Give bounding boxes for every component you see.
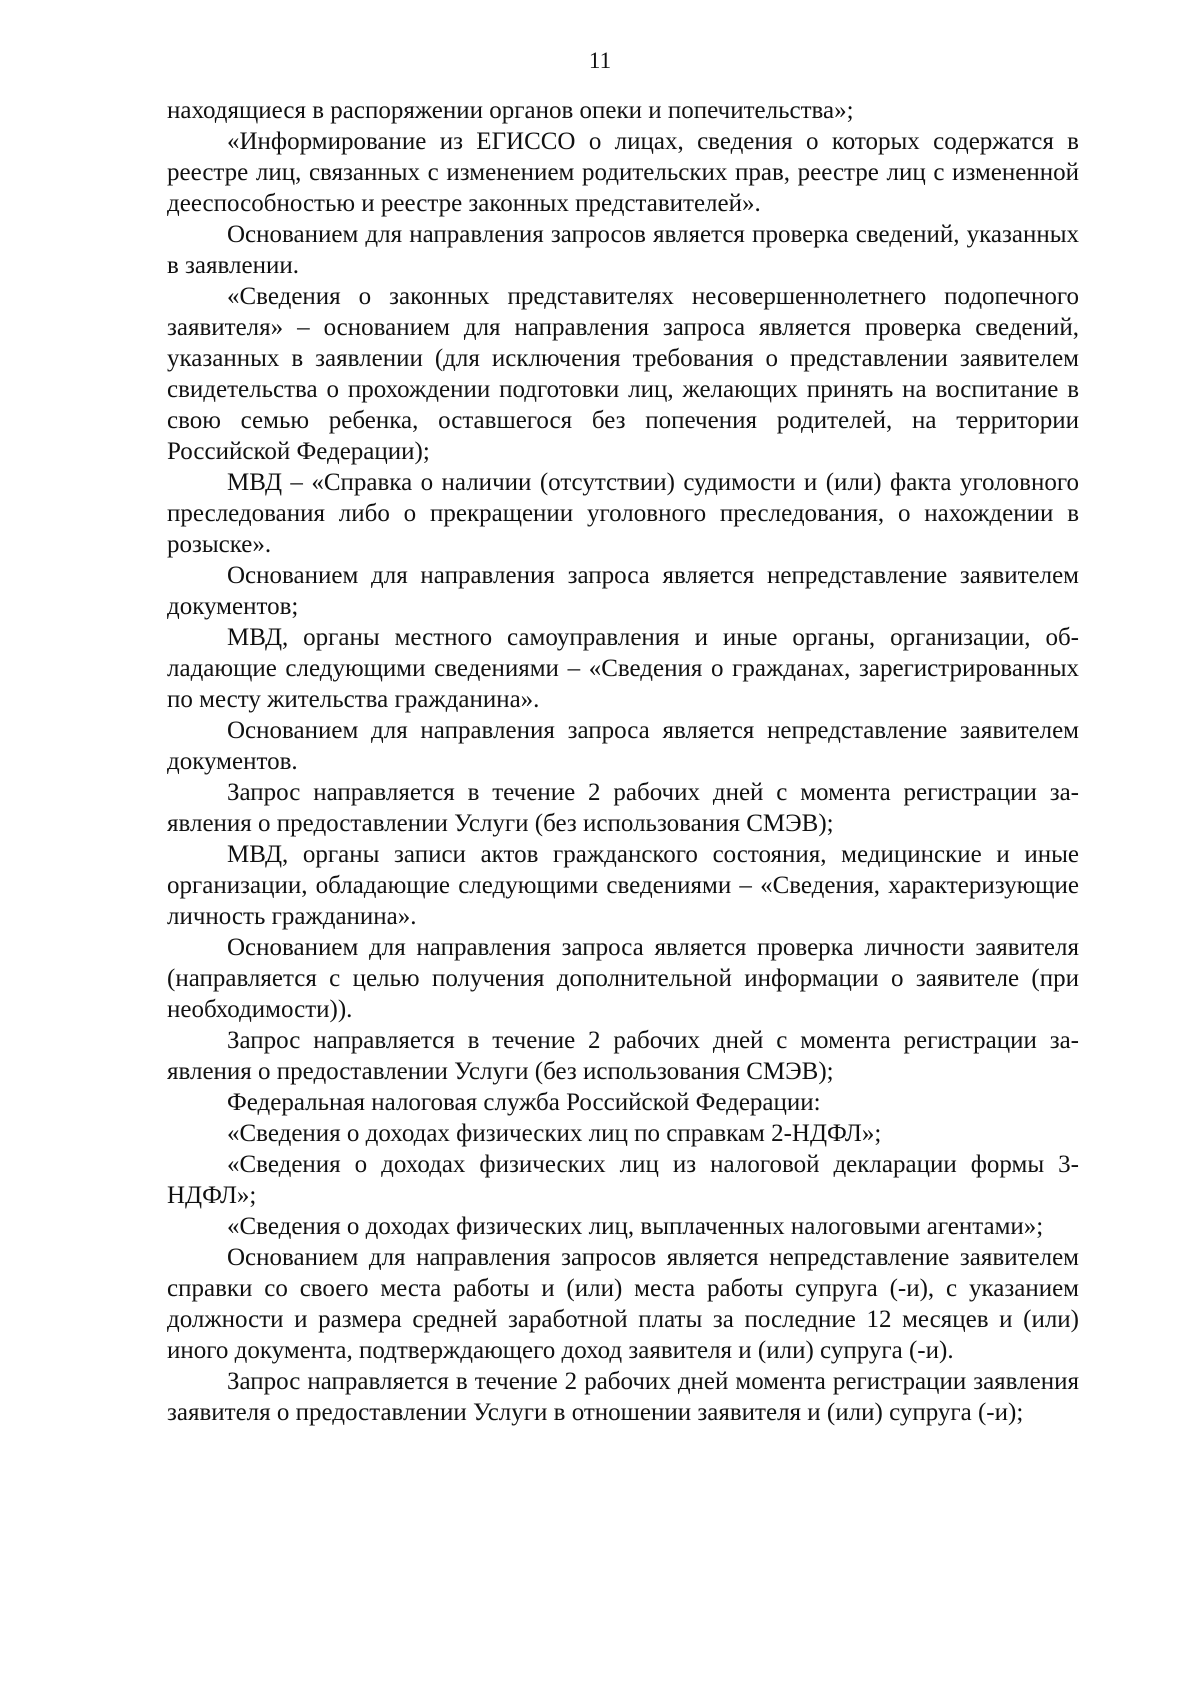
paragraph: Основанием для направления запроса является непредставление заявителем документов; xyxy=(167,562,1079,620)
paragraph: МВД, органы местного самоуправления и иные органы, организации, обладающие следующими сведениями – «Сведения о гражданах, зарегистрированных по месту жительства гражданина». xyxy=(167,624,1079,713)
paragraph: находящиеся в распоряжении органов опеки и попечительства»; xyxy=(167,97,854,124)
paragraph: Основанием для направления запросов является непредставление заявителем справки со своего места работы и (или) места работы супруга (-и), с указанием должности и размера средней заработной платы за последние 12 месяцев и (или) иного документа, подтверждающего доход заявителя и (или) супруга (-и). xyxy=(167,1244,1079,1364)
paragraph: Основанием для направления запроса является непредставление заявителем документов. xyxy=(167,717,1079,775)
paragraph: «Сведения о доходах физических лиц, выплаченных налоговыми агентами»; xyxy=(227,1213,1044,1240)
page-number: 11 xyxy=(588,48,612,73)
paragraph: Основанием для направления запроса является проверка личности заявителя (направляется с целью получения дополнительной информации о заявителе (при необходимости)). xyxy=(167,934,1079,1023)
paragraph: Запрос направляется в течение 2 рабочих дней момента регистрации заявления заявителя о предоставлении Услуги в отношении заявителя и (или) супруга (-и); xyxy=(167,1368,1079,1426)
paragraph: Запрос направляется в течение 2 рабочих дней с момента регистрации заявления о предоставлении Услуги (без использования СМЭВ); xyxy=(167,1027,1079,1085)
paragraph: «Сведения о законных представителях несовершеннолетнего подопечного заявителя» – основанием для направления запроса является проверка сведений, указанных в заявлении (для исключения требования о представлении заявителем свидетельства о прохождении подготовки лиц, желающих принять на воспитание в свою семью ребенка, оставшегося без попечения родителей, на территории Российской Федерации); xyxy=(167,283,1079,465)
document-body xyxy=(167,95,1079,1428)
paragraph: «Сведения о доходах физических лиц из налоговой декларации формы 3-НДФЛ»; xyxy=(167,1151,1079,1209)
paragraph: «Информирование из ЕГИССО о лицах, сведения о которых содержатся в реестре лиц, связанных с изменением родительских прав, реестре лиц с измененной дееспособностью и реестре законных представителей». xyxy=(167,128,1079,217)
paragraph: Федеральная налоговая служба Российской Федерации: xyxy=(227,1089,821,1116)
paragraph: МВД, органы записи актов гражданского состояния, медицинские и иные организации, обладающие следующими сведениями – «Сведения, характеризующие личность гражданина». xyxy=(167,841,1079,930)
paragraph: МВД – «Справка о наличии (отсутствии) судимости и (или) факта уголовного преследования либо о прекращении уголовного преследования, о нахождении в розыске». xyxy=(167,469,1079,558)
paragraph: «Сведения о доходах физических лиц по справкам 2-НДФЛ»; xyxy=(227,1120,882,1147)
paragraph: Запрос направляется в течение 2 рабочих дней с момента регистрации заявления о предоставлении Услуги (без использования СМЭВ); xyxy=(167,779,1079,837)
paragraph: Основанием для направления запросов является проверка сведений, указанных в заявлении. xyxy=(167,221,1079,279)
